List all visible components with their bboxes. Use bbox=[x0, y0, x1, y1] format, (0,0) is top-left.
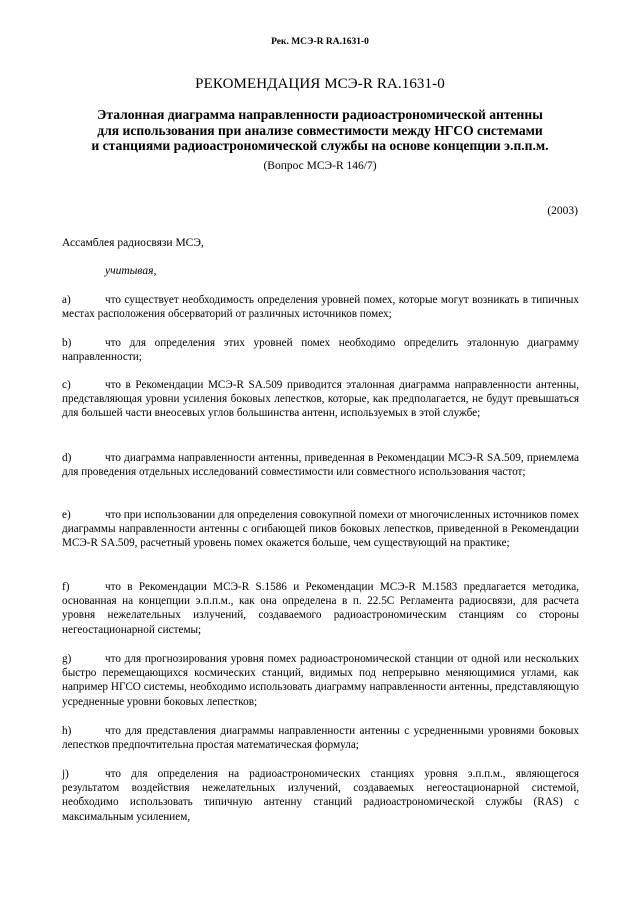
clause-b bbox=[62, 336, 579, 364]
clause-text: что в Рекомендации МСЭ-R S.1586 и Рекомендации МСЭ-R M.1583 предлагается методика, основанная на концепции э.п.п.м., как она определена в п. 22.5C Регламента радиосвязи, для расчета уровня нежелательных излучений, создаваемого радиоастрономическим станциям со стороны негеостационарной системы; bbox=[62, 581, 579, 636]
clause-f bbox=[62, 580, 579, 637]
clause-e bbox=[62, 508, 579, 551]
clause-text: что в Рекомендации МСЭ-R SA.509 приводится эталонная диаграмма направленности антенны, представляющая уровни усиления боковых лепестков, которые, как предполагается, не будут превышаться для большей части внеосевых углов большинства антенн, используемых в этой службе; bbox=[62, 379, 579, 420]
clause-j bbox=[62, 767, 579, 824]
clause-g bbox=[62, 652, 579, 709]
clause-letter: f) bbox=[62, 581, 70, 593]
document-title-line-1: Эталонная диаграмма направленности радиоастрономической антенны bbox=[97, 107, 543, 122]
clause-d bbox=[62, 451, 579, 479]
document-title-line-3: и станциями радиоастрономической службы на основе концепции э.п.п.м. bbox=[91, 138, 549, 153]
recommendation-title: РЕКОМЕНДАЦИЯ МСЭ-R RA.1631-0 bbox=[195, 76, 445, 92]
clause-text: что существует необходимость определения уровней помех, которые могут возникать в типичных местах расположения обсерваторий от различных источников помех; bbox=[62, 294, 579, 321]
clause-h bbox=[62, 724, 579, 752]
clause-text: что диаграмма направленности антенны, приведенная в Рекомендации МСЭ-R SA.509, приемлема для проведения отдельных исследований совместимости или совместного использования частот; bbox=[62, 452, 579, 479]
document-title bbox=[40, 107, 600, 154]
assembly-line: Ассамблея радиосвязи МСЭ, bbox=[62, 237, 204, 249]
clause-letter: a) bbox=[62, 294, 71, 306]
clause-text: что для определения этих уровней помех необходимо определить эталонную диаграмму направленности; bbox=[62, 337, 579, 364]
question-reference: (Вопрос МСЭ-R 146/7) bbox=[263, 160, 377, 172]
clause-letter: h) bbox=[62, 725, 72, 737]
clause-c bbox=[62, 378, 579, 421]
clause-letter: g) bbox=[62, 653, 72, 665]
clause-letter: c) bbox=[62, 379, 71, 391]
clause-letter: b) bbox=[62, 337, 72, 349]
running-header: Рек. МСЭ-R RA.1631-0 bbox=[271, 37, 369, 47]
clause-text: что при использовании для определения совокупной помехи от многочисленных источников помех диаграммы направленности антенны с огибающей пиков боковых лепестков, приведенной в Рекомендации МСЭ-R SA.509, расчетный уровень помех окажется больше, чем существующий на практике; bbox=[62, 509, 579, 550]
clause-text: что для определения на радиоастрономических станциях уровня э.п.п.м., являющегося результатом воздействия нежелательных излучений, создаваемых негеостационарной системой, необходимо использовать типичную антенну станций радиоастрономической службы (RAS) с максимальным усилением, bbox=[62, 768, 579, 823]
year: (2003) bbox=[547, 205, 578, 217]
document-title-line-2: для использования при анализе совместимости между НГСО системами bbox=[97, 122, 543, 138]
clause-letter: e) bbox=[62, 509, 71, 521]
clause-text: что для представления диаграммы направленности антенны с усредненными уровнями боковых лепестков предпочтительна простая математическая формула; bbox=[62, 725, 579, 752]
clause-letter: d) bbox=[62, 452, 72, 464]
clause-letter: j) bbox=[62, 768, 69, 780]
clause-text: что для прогнозирования уровня помех радиоастрономической станции от одной или нескольких быстро перемещающихся космических станций, видимых под непрерывно меняющимися углами, как например НГСО системы, необходимо использовать диаграмму направленности антенны, представляющую усредненные уровни боковых лепестков; bbox=[62, 653, 579, 708]
clause-a bbox=[62, 293, 579, 321]
considering-heading: учитывая, bbox=[105, 265, 157, 277]
